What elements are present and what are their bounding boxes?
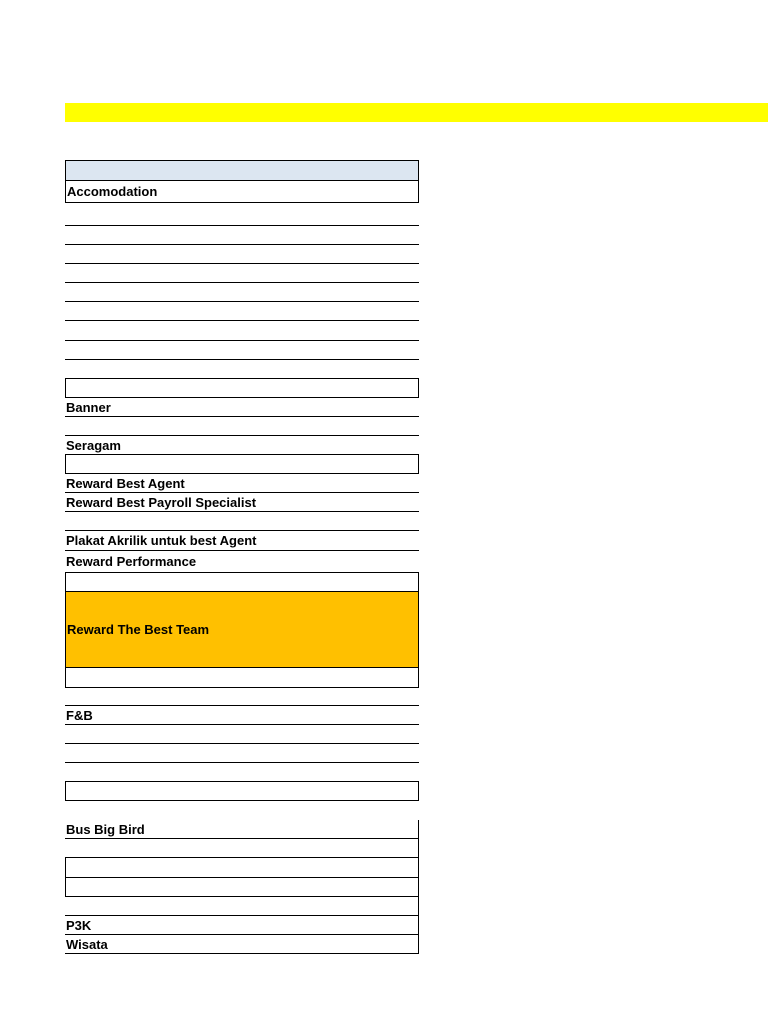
empty-cell[interactable] (65, 455, 419, 474)
empty-cell[interactable] (65, 725, 419, 744)
empty-cell[interactable] (65, 744, 419, 763)
empty-cell[interactable] (65, 763, 419, 782)
empty-cell[interactable] (65, 245, 419, 264)
empty-cell[interactable] (65, 858, 419, 878)
cell-banner[interactable]: Banner (65, 398, 419, 417)
empty-cell[interactable] (65, 302, 419, 321)
cell-p3k[interactable]: P3K (65, 916, 419, 935)
highlighted-title-row (65, 103, 768, 122)
empty-cell[interactable] (65, 226, 419, 245)
empty-cell[interactable] (65, 283, 419, 302)
empty-cell[interactable] (65, 341, 419, 360)
empty-cell[interactable] (65, 897, 419, 916)
empty-cell[interactable] (65, 878, 419, 897)
empty-cell[interactable] (65, 321, 419, 341)
empty-cell[interactable] (65, 782, 419, 801)
empty-cell[interactable] (65, 573, 419, 592)
cell-seragam[interactable]: Seragam (65, 436, 419, 455)
cell-reward-the-best-team[interactable]: Reward The Best Team (65, 592, 419, 668)
empty-cell[interactable] (65, 360, 419, 379)
cell-wisata[interactable]: Wisata (65, 935, 419, 954)
cell-reward-best-payroll-specialist[interactable]: Reward Best Payroll Specialist (65, 493, 419, 512)
empty-cell[interactable] (65, 264, 419, 283)
cell-bus-big-bird[interactable]: Bus Big Bird (65, 820, 419, 839)
cell-accomodation[interactable]: Accomodation (65, 181, 419, 203)
empty-cell[interactable] (65, 668, 419, 688)
empty-cell[interactable] (65, 417, 419, 436)
empty-cell[interactable] (65, 688, 419, 706)
cell-plakat-akrilik[interactable]: Plakat Akrilik untuk best Agent (65, 531, 419, 551)
empty-cell[interactable] (65, 839, 419, 858)
cell-reward-best-agent[interactable]: Reward Best Agent (65, 474, 419, 493)
cell-fnb[interactable]: F&B (65, 706, 419, 725)
cell-reward-performance[interactable]: Reward Performance (65, 551, 419, 573)
empty-cell[interactable] (65, 379, 419, 398)
empty-cell[interactable] (65, 203, 419, 226)
empty-cell[interactable] (65, 512, 419, 531)
column-header-cell[interactable] (65, 160, 419, 181)
